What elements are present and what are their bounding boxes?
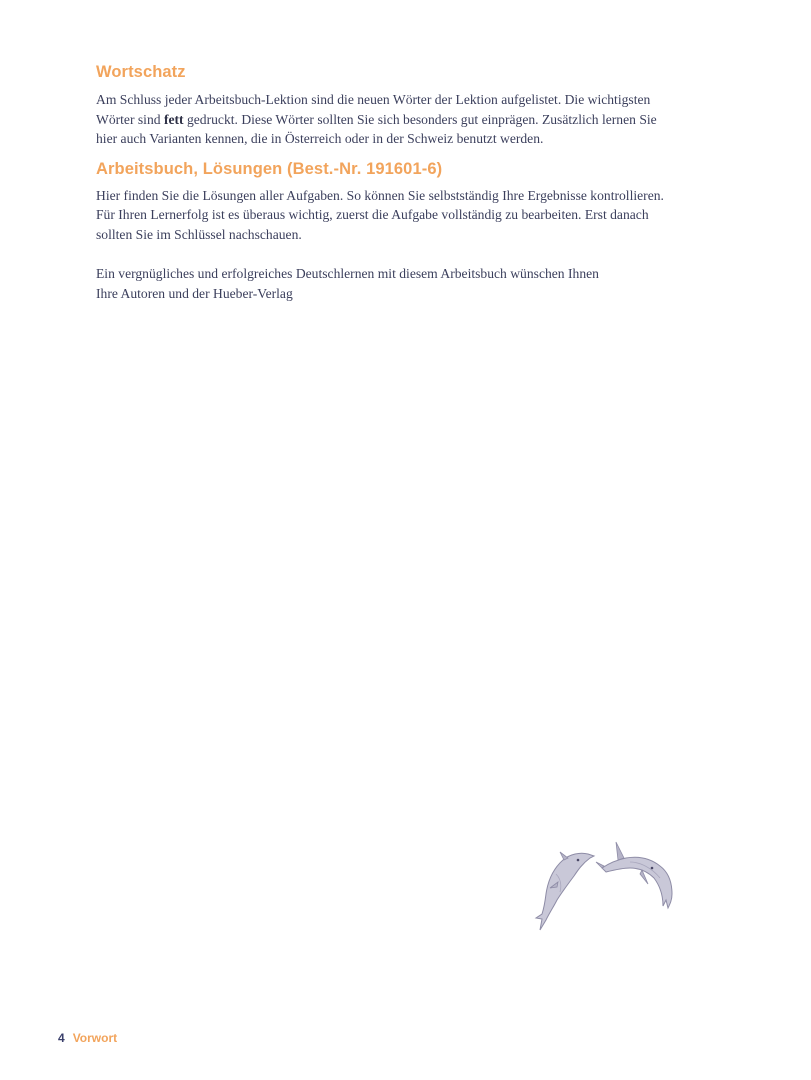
section-title-loesungen: Arbeitsbuch, Lösungen (Best.-Nr. 191601-6) xyxy=(96,159,443,178)
bold-word: fett xyxy=(163,111,184,127)
closing-text xyxy=(96,264,706,303)
text-line: Hier finden Sie die Lösungen aller Aufgaben. So können Sie selbstständig Ihre Ergebnisse kontrollieren. xyxy=(96,187,664,203)
page-number: 4 xyxy=(58,1031,65,1045)
page-footer xyxy=(58,1031,117,1045)
text-line: Für Ihren Lernerfolg ist es überaus wichtig, zuerst die Aufgabe vollständig zu bearbeiten. Erst danach xyxy=(96,207,649,222)
dolphins-illustration-icon xyxy=(530,838,680,938)
closing-signature: Ihre Autoren und der Hueber-Verlag xyxy=(96,285,293,301)
dolphin-right-icon xyxy=(596,842,672,908)
closing-line: Ein vergnügliches und erfolgreiches Deutschlernen mit diesem Arbeitsbuch wünschen Ihnen xyxy=(96,266,599,281)
dolphin-left-icon xyxy=(536,852,594,930)
section-title-wortschatz: Wortschatz xyxy=(96,63,186,81)
section-text-loesungen xyxy=(96,186,706,245)
text-line: Wörter sind xyxy=(96,111,164,127)
text-line: sollten Sie im Schlüssel nachschauen. xyxy=(96,226,302,242)
text-line: gedruckt. Diese Wörter sollten Sie sich besonders gut einprägen. Zusätzlich lernen Sie xyxy=(183,111,657,127)
page-content xyxy=(96,60,706,303)
text-line: hier auch Varianten kennen, die in Österreich oder in der Schweiz benutzt werden. xyxy=(96,131,544,146)
footer-section-label: Vorwort xyxy=(72,1031,118,1045)
text-line: Am Schluss jeder Arbeitsbuch-Lektion sind die neuen Wörter der Lektion aufgelistet. Die wichtigsten xyxy=(96,92,651,107)
section-text-wortschatz xyxy=(96,90,706,149)
